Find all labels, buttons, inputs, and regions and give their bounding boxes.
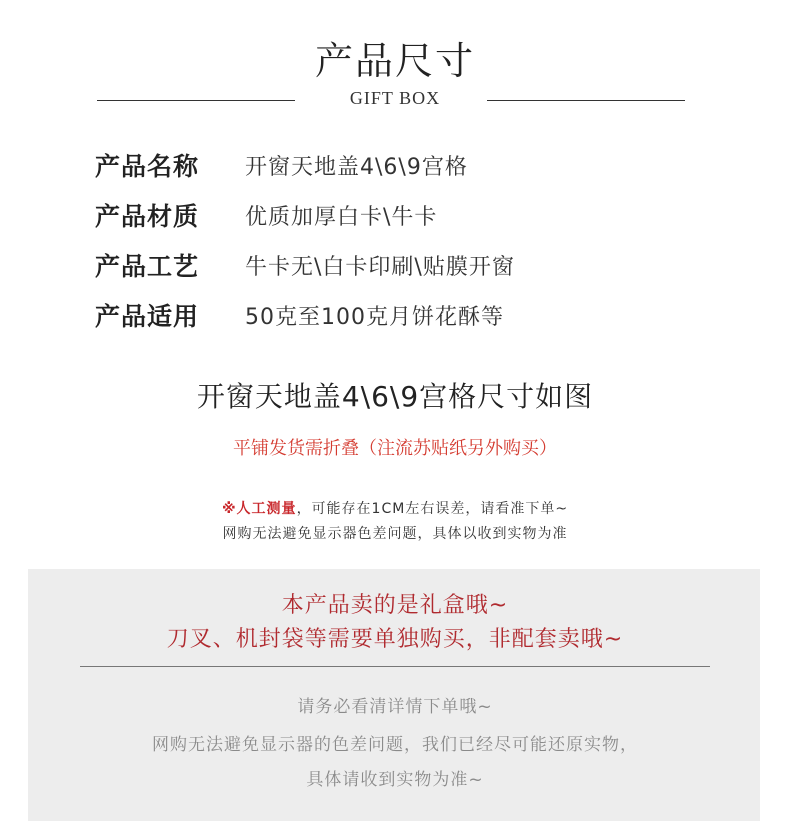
spec-row-name	[95, 140, 695, 190]
subtitle-right-rule	[487, 100, 685, 101]
measurement-line-2: 网购无法避免显示器色差问题，具体以收到实物为准	[222, 526, 568, 542]
color-difference-notice: 网购无法避免显示器的色差问题，我们已经尽可能还原实物，	[152, 735, 638, 755]
spec-value: 牛卡无\白卡印刷\贴膜开窗	[245, 254, 515, 280]
size-section-title: 开窗天地盖4\6\9宫格尺寸如图	[196, 380, 594, 413]
spec-row-usage	[95, 290, 695, 340]
page-title: 产品尺寸	[314, 39, 475, 83]
page-subtitle: GIFT BOX	[349, 88, 441, 108]
spec-row-process	[95, 240, 695, 290]
spec-label: 产品工艺	[95, 252, 200, 281]
spec-value: 优质加厚白卡\牛卡	[245, 204, 438, 230]
spec-value: 开窗天地盖4\6\9宫格	[245, 154, 468, 180]
spec-label: 产品适用	[95, 302, 200, 331]
panel-divider	[80, 666, 710, 667]
measurement-line-1	[0, 497, 790, 522]
spec-label: 产品材质	[95, 202, 200, 231]
spec-label: 产品名称	[95, 152, 200, 181]
measurement-text: ，可能存在1CM左右误差，请看准下单~	[296, 501, 569, 517]
product-spec-list	[95, 140, 695, 340]
spec-row-material	[95, 190, 695, 240]
order-notice: 请务必看清详情下单哦~	[297, 697, 493, 717]
spec-value: 50克至100克月饼花酥等	[245, 304, 504, 330]
accessories-notice: 刀叉、机封袋等需要单独购买，非配套卖哦~	[166, 627, 624, 652]
measurement-note	[0, 497, 790, 547]
measurement-warning: ※人工测量	[221, 501, 297, 517]
gift-box-only-notice: 本产品卖的是礼盒哦~	[281, 593, 509, 618]
fold-shipping-note: 平铺发货需折叠（注流苏贴纸另外购买）	[233, 438, 557, 459]
actual-item-notice: 具体请收到实物为准~	[306, 770, 484, 790]
